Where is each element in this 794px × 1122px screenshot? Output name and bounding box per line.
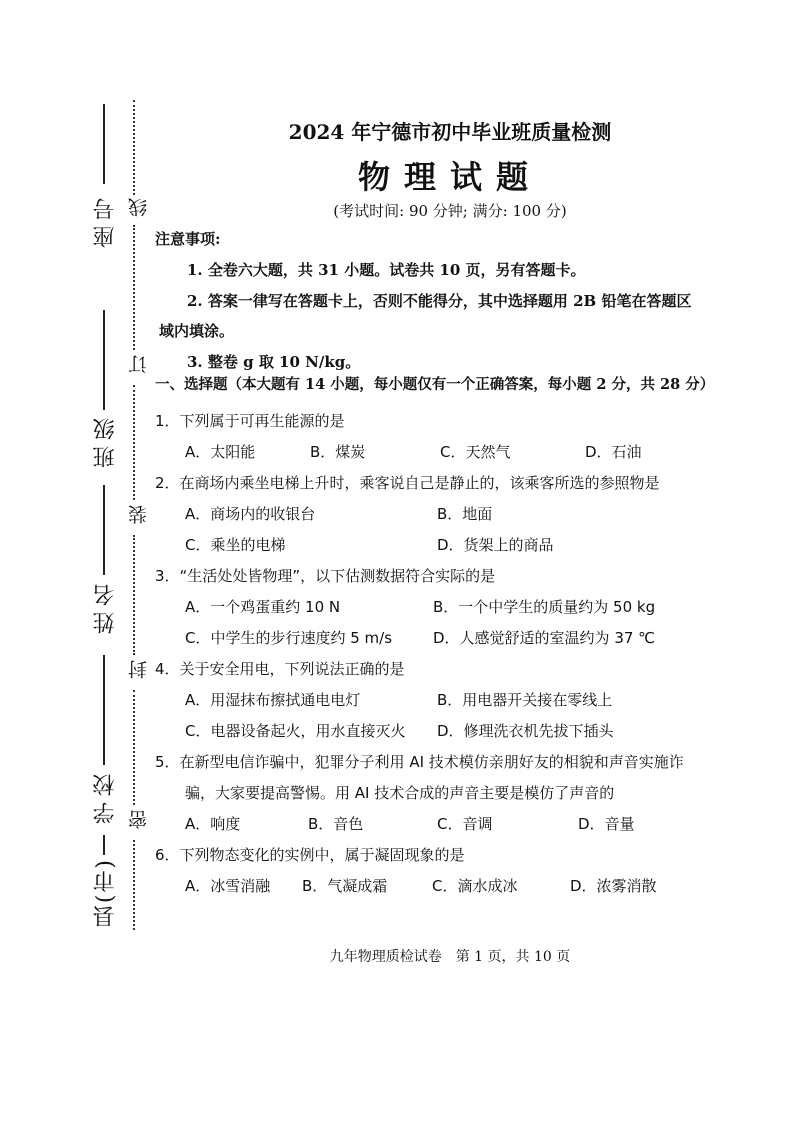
binding-line-segment (133, 385, 137, 500)
question-6-option-b: B．气凝成霜 (302, 877, 388, 895)
exam-title: 2024 年宁德市初中毕业班质量检测 (288, 120, 612, 144)
margin-seat-blank (103, 104, 105, 184)
question-6-option-d: D．浓雾消散 (570, 877, 657, 895)
question-2-option-a: A．商场内的收银台 (185, 505, 316, 523)
question-2-option-d: D．货架上的商品 (437, 536, 554, 554)
question-5-option-d: D．音量 (578, 815, 635, 833)
page-footer: 九年物理质检试卷 第 1 页，共 10 页 (329, 949, 571, 965)
question-5-stem: 5．在新型电信诈骗中，犯罪分子利用 AI 技术模仿亲朋好友的相貌和声音实施诈 (155, 753, 684, 771)
notice-item-2: 2. 答案一律写在答题卡上，否则不能得分，其中选择题用 2B 铅笔在答题区 (187, 292, 692, 310)
question-1-option-a: A．太阳能 (185, 443, 256, 461)
question-6-option-c: C．滴水成冰 (432, 877, 518, 895)
notice-item-1: 1. 全卷六大题，共 31 小题。试卷共 10 页，另有答题卡。 (187, 261, 586, 279)
binding-word-ding: 订 (128, 355, 150, 374)
margin-name-blank (103, 485, 105, 575)
question-1-option-b: B．煤炭 (310, 443, 366, 461)
margin-class-label: 班级 (93, 412, 118, 468)
margin-name-label: 姓名 (93, 578, 118, 634)
question-5-option-a: A．响度 (185, 815, 241, 833)
question-5-option-b: B．音色 (308, 815, 364, 833)
question-4-stem: 4．关于安全用电，下列说法正确的是 (155, 660, 405, 678)
question-2-option-c: C．乘坐的电梯 (185, 536, 286, 554)
question-3-option-a: A．一个鸡蛋重约 10 N (185, 598, 341, 616)
binding-word-mi: 密 (128, 810, 150, 829)
question-6-option-a: A．冰雪消融 (185, 877, 271, 895)
question-3-stem: 3．“生活处处皆物理”，以下估测数据符合实际的是 (155, 567, 496, 585)
section-1-heading: 一、选择题（本大题有 14 小题，每小题仅有一个正确答案，每小题 2 分，共 28 分） (155, 376, 715, 393)
binding-word-zhuang: 装 (128, 505, 150, 524)
question-3-option-c: C．中学生的步行速度约 5 m/s (185, 629, 393, 647)
binding-word-xian: 线 (128, 198, 150, 217)
notice-item-2-cont: 域内填涂。 (159, 322, 235, 340)
question-4-option-a: A．用湿抹布擦拭通电电灯 (185, 691, 361, 709)
notice-item-3: 3. 整卷 g 取 10 N/kg。 (187, 353, 361, 371)
question-1-stem: 1．下列属于可再生能源的是 (155, 412, 345, 430)
question-5-stem-cont: 骗，大家要提高警惕。用 AI 技术合成的声音主要是模仿了声音的 (185, 784, 615, 802)
question-1-option-d: D．石油 (585, 443, 642, 461)
binding-word-feng: 封 (128, 660, 150, 679)
subject-title: 物理试题 (357, 158, 542, 196)
binding-line-segment (133, 840, 137, 930)
margin-seat-label: 座号 (93, 192, 118, 248)
binding-line-segment (133, 690, 137, 805)
notice-heading: 注意事项: (155, 230, 221, 248)
margin-county-label: 县(市) (93, 858, 118, 928)
question-3-option-d: D．人感觉舒适的室温约为 37 ℃ (433, 629, 656, 647)
question-6-stem: 6．下列物态变化的实例中，属于凝固现象的是 (155, 846, 465, 864)
margin-county-blank (103, 835, 105, 855)
exam-info: (考试时间: 90 分钟; 满分: 100 分) (333, 202, 567, 220)
binding-line-segment (133, 100, 137, 195)
question-4-option-b: B．用电器开关接在零线上 (437, 691, 613, 709)
margin-school-blank (103, 655, 105, 765)
question-2-option-b: B．地面 (437, 505, 493, 523)
binding-line-segment (133, 535, 137, 655)
question-1-option-c: C．天然气 (440, 443, 511, 461)
question-3-option-b: B．一个中学生的质量约为 50 kg (433, 598, 656, 616)
binding-line-segment (133, 225, 137, 350)
question-2-stem: 2．在商场内乘坐电梯上升时，乘客说自己是静止的，该乘客所选的参照物是 (155, 474, 660, 492)
margin-class-blank (103, 310, 105, 410)
question-5-option-c: C．音调 (437, 815, 493, 833)
margin-school-label: 学校 (93, 768, 118, 824)
question-4-option-c: C．电器设备起火，用水直接灭火 (185, 722, 406, 740)
question-4-option-d: D．修理洗衣机先拔下插头 (437, 722, 614, 740)
